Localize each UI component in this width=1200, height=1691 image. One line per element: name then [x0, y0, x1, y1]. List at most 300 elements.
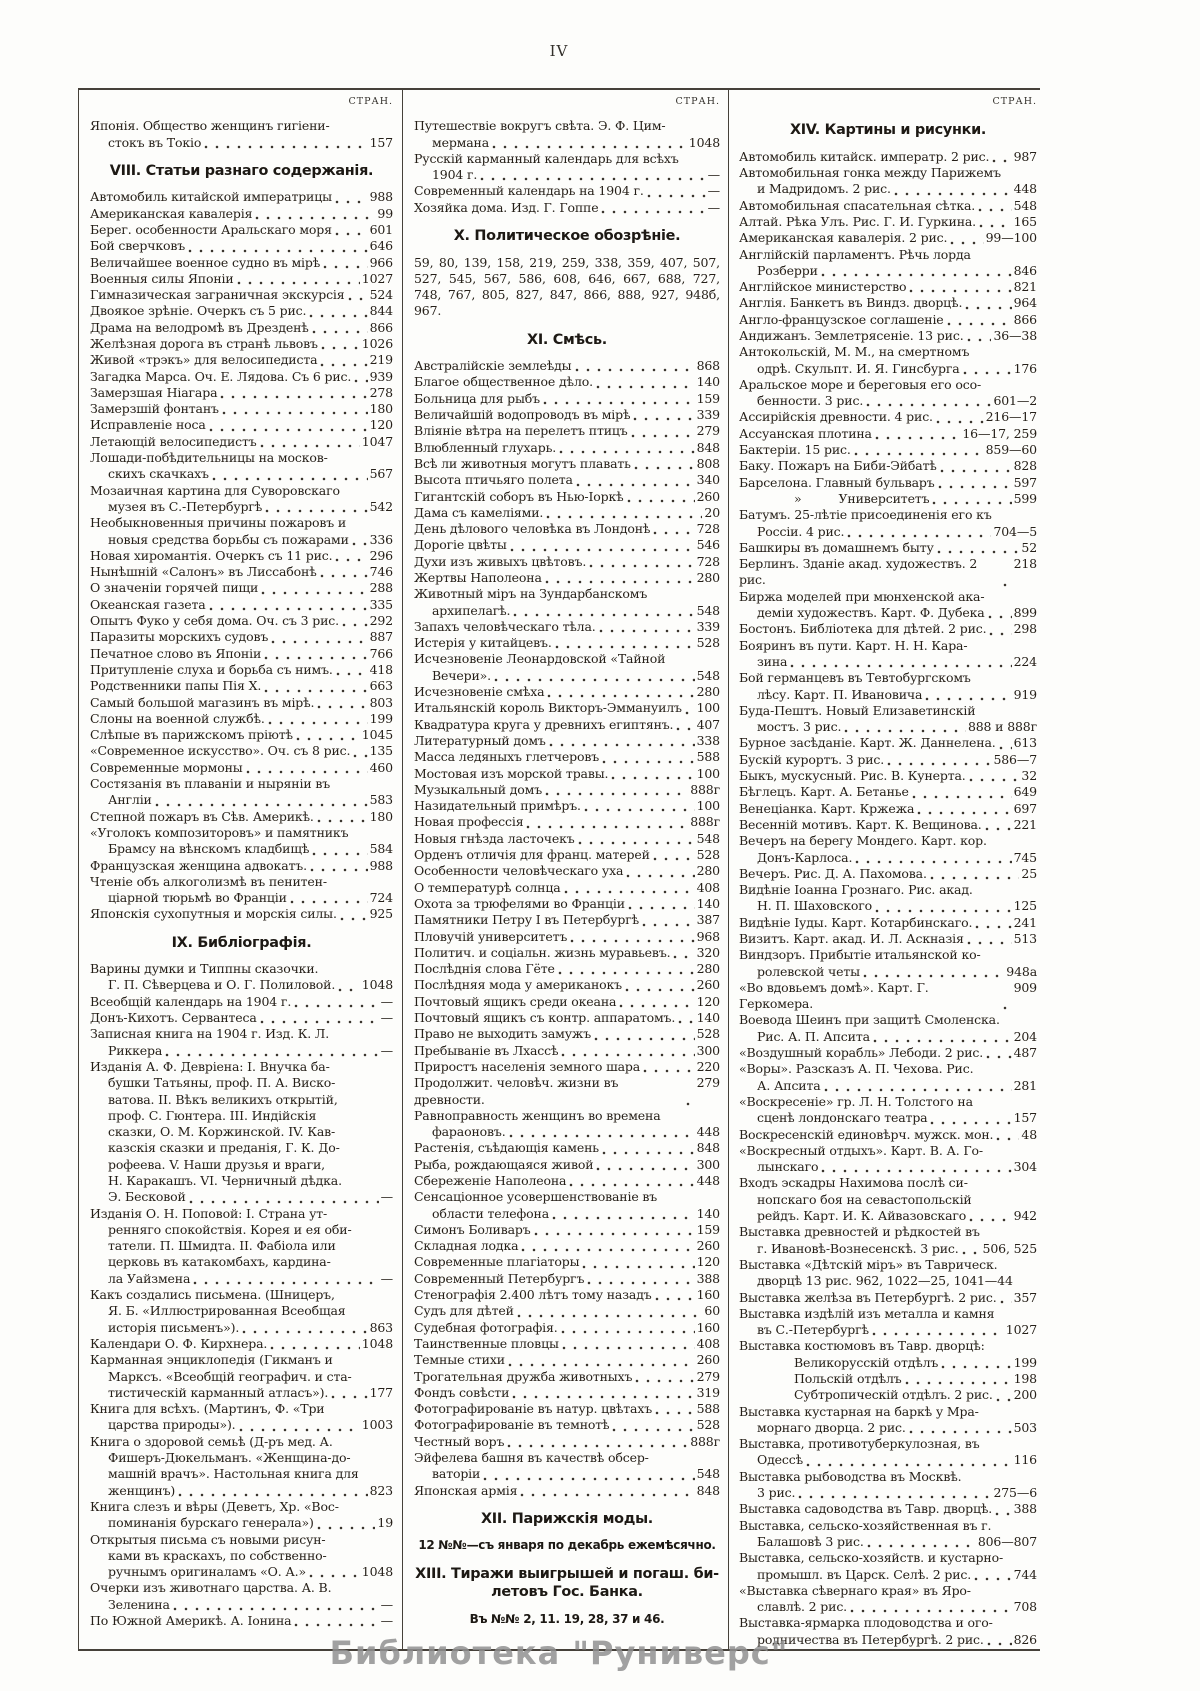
page-number: 407: [696, 716, 720, 732]
dot-leader: [626, 492, 695, 505]
entry-title: фараоновъ.: [432, 1124, 506, 1140]
entry-title: Видѣніе Іоанна Грознаго. Рис. акад.: [739, 882, 973, 898]
page-number: 866: [1013, 311, 1037, 327]
entry-title: Памятники Петру I въ Петербургѣ: [414, 912, 640, 928]
entry-title: 1904 г.: [432, 167, 478, 183]
entry-title: Симонъ Боливаръ: [414, 1221, 531, 1237]
index-entry: [739, 214, 1037, 230]
entry-title: Самый большой магазинъ въ мірѣ.: [90, 694, 315, 710]
index-entry: [414, 896, 720, 912]
dot-leader: [164, 1046, 378, 1059]
index-entry: [739, 1371, 1037, 1387]
dot-leader: [219, 388, 367, 401]
dot-leader: [874, 902, 1012, 915]
entry-title: Летающій велосипедистъ: [90, 433, 257, 449]
page-number: 135: [369, 743, 393, 759]
dot-leader: [974, 918, 1011, 931]
page-number: 848: [696, 1140, 720, 1156]
column-divider-1: [402, 88, 403, 1651]
dot-leader: [611, 1421, 694, 1434]
index-entry: [414, 1222, 720, 1238]
entry-title: Необыкновенныя причины пожаровъ и: [90, 515, 347, 531]
entry-title: Судебная фотографія.: [414, 1319, 558, 1335]
index-entry: [414, 1483, 720, 1499]
page-number: 888г: [690, 814, 720, 830]
index-entry: [414, 1271, 720, 1287]
page-number: 724: [369, 890, 393, 906]
entry-title: Музыкальный домъ: [414, 781, 543, 797]
entry-title: Пребываніе въ Лхассѣ: [414, 1042, 559, 1058]
entry-title: Японскія сухопутныя и морскія силы.: [90, 906, 337, 922]
page-number: 99—100: [985, 230, 1037, 246]
dot-leader: [508, 1127, 695, 1140]
page-number: 988: [369, 189, 393, 205]
entry-title: мостъ. 3 рис.: [757, 719, 842, 735]
dot-leader: [641, 916, 695, 929]
index-entry: [90, 1401, 393, 1434]
dot-leader: [544, 573, 695, 586]
dot-leader: [908, 282, 1011, 295]
entry-title: Замерзшій фонтанъ: [90, 401, 219, 417]
dot-leader: [601, 753, 694, 766]
dot-leader: [263, 682, 367, 695]
index-entry: [90, 320, 393, 336]
dot-leader: [652, 524, 694, 537]
entry-title: лынскаго: [757, 1159, 819, 1175]
index-entry: [414, 912, 720, 928]
index-entry: [739, 1338, 1037, 1354]
entry-title: Видѣніе Іуды. Карт. Котарбинскаго.: [739, 914, 973, 930]
entry-title: новыя средства борьбы съ пожарами: [108, 531, 349, 547]
index-entry: [90, 1206, 393, 1287]
page-number: 528: [696, 1026, 720, 1042]
page-number: 728: [696, 553, 720, 569]
page-number: —: [380, 1270, 393, 1286]
dot-leader: [634, 1372, 694, 1385]
page-number: 279: [696, 1368, 720, 1384]
index-entry: [414, 1385, 720, 1401]
entry-title: Выставка желѣза въ Петербургѣ. 2 рис.: [739, 1289, 997, 1305]
page-number: 165: [1013, 213, 1037, 229]
page-number: 888 и 888г: [967, 719, 1037, 735]
page-number: 868: [696, 358, 720, 374]
page-number: 528: [696, 1417, 720, 1433]
index-entry: [739, 556, 1037, 589]
entry-title: г. Ивановѣ-Вознесенскѣ. 3 рис.: [757, 1240, 959, 1256]
dot-leader: [849, 1602, 1012, 1615]
entry-title: Риккера: [108, 1042, 163, 1058]
dot-leader: [973, 1570, 1011, 1583]
index-entry: [739, 833, 1037, 866]
dot-leader: [208, 421, 368, 434]
page-number: 116: [1013, 1452, 1037, 1468]
dot-leader: [546, 687, 694, 700]
entry-title: Японія. Общество женщинъ гигіени-: [90, 118, 330, 134]
section-heading: XI. Смѣсь.: [527, 331, 607, 348]
page-number: 279: [696, 423, 720, 439]
index-entry: [739, 1518, 1037, 1551]
page-number: 99: [377, 205, 393, 221]
index-entry: [90, 434, 393, 450]
index-entry: [414, 151, 720, 184]
entry-title: ренняго спокойствія. Корея и ея оби-: [108, 1221, 352, 1237]
entry-title: Н. Каракашъ. VI. Черничный дѣдка.: [108, 1172, 342, 1188]
dot-leader: [316, 698, 367, 711]
index-entry: [90, 1613, 393, 1629]
index-entry: [414, 1189, 720, 1222]
index-entry: [739, 670, 1037, 703]
page-number: 988: [369, 857, 393, 873]
index-entry: [739, 1404, 1037, 1437]
index-entry: [739, 1045, 1037, 1061]
dot-leader: [352, 747, 367, 760]
page-number: 140: [696, 374, 720, 390]
page-number: 745: [1013, 849, 1037, 865]
dot-leader: [533, 1225, 695, 1238]
entry-title: бушки Татьяны, проф. П. А. Виско-: [108, 1075, 336, 1091]
entry-title: бенности. 3 рис.: [757, 393, 864, 409]
entry-title: Современные плагіаторы: [414, 1254, 580, 1270]
page-number: 36—38: [993, 328, 1037, 343]
index-entry: [90, 727, 393, 743]
index-entry: [739, 882, 1037, 915]
section-heading: IX. Библіографія.: [171, 934, 312, 951]
page-number: 52: [1021, 539, 1037, 555]
index-entry: [90, 743, 393, 759]
dot-leader: [618, 997, 694, 1010]
index-entry: [90, 564, 393, 580]
index-entry: [90, 776, 393, 809]
entry-title: деміи художествъ. Карт. Ф. Дубека: [757, 605, 985, 621]
entry-title: Хозяйка дома. Изд. Г. Гоппе: [414, 199, 599, 215]
index-entry: [739, 638, 1037, 671]
page-number: 160: [696, 1319, 720, 1335]
index-entry: [90, 189, 393, 205]
dot-leader: [525, 818, 688, 831]
index-entry: [414, 1401, 720, 1417]
dot-leader: [581, 1258, 694, 1271]
page-number: —: [707, 183, 720, 199]
entry-title: Дорогіе цвѣты: [414, 537, 507, 553]
index-entry: [414, 1434, 720, 1450]
index-entry: [739, 295, 1037, 311]
page-number: 524: [369, 287, 393, 303]
dot-leader: [335, 665, 368, 678]
dot-leader: [554, 638, 695, 651]
entry-title: Изданія А. Ф. Девріена: I. Внучка ба-: [90, 1058, 330, 1074]
page-number: 338: [696, 732, 720, 748]
entry-title: Политич. и соціальн. жизнь муравьевъ.: [414, 944, 671, 960]
index-entry: [414, 586, 720, 619]
dot-leader: [311, 323, 368, 336]
entry-title: Лошади-побѣдительницы на москов-: [90, 450, 328, 466]
page-number: 586—7: [993, 751, 1037, 767]
dot-leader: [154, 796, 368, 809]
page-number: 1048: [361, 977, 393, 993]
page-number: 823: [369, 1482, 393, 1498]
entry-title: Назидательный примѣръ.: [414, 798, 581, 814]
page-number: 542: [369, 498, 393, 514]
dot-leader: [293, 997, 379, 1010]
entry-title: ла Уайзмена: [108, 1270, 191, 1286]
page-number: 1048: [361, 1335, 393, 1351]
dot-leader: [646, 187, 706, 200]
dot-leader: [946, 315, 1012, 328]
page-number: 584: [369, 841, 393, 857]
dot-leader: [259, 437, 360, 450]
dot-leader: [330, 1388, 367, 1401]
dot-leader: [937, 478, 1012, 491]
dot-leader: [192, 1274, 378, 1287]
page-number: 968: [696, 928, 720, 944]
section-heading: XII. Парижскія моды.: [481, 1510, 653, 1527]
page-number: 300: [696, 1042, 720, 1058]
dot-leader: [598, 622, 695, 635]
entry-title: Печатное слово въ Японіи: [90, 645, 262, 661]
page-number: —: [707, 199, 720, 215]
entry-title: Бѣглецъ. Карт. А. Бетанье: [739, 784, 909, 800]
page-number: 448: [696, 1124, 720, 1140]
page-number: 649: [1013, 784, 1037, 800]
entry-title: Венеціанка. Карт. Кржежа: [739, 800, 915, 816]
dot-leader: [319, 567, 368, 580]
entry-title: Воскресенскій единовѣрч. мужск. мон.: [739, 1126, 994, 1142]
frame-rule-top: [78, 88, 1040, 90]
page-number: 887: [369, 629, 393, 645]
page-number: 599: [1013, 490, 1037, 506]
column-header-stran: СТРАН.: [992, 96, 1037, 107]
entry-title: ватова. II. Вѣкъ великихъ открытій,: [108, 1091, 338, 1107]
index-entry: [414, 945, 720, 961]
dot-leader: [820, 1162, 1011, 1175]
index-entry: [414, 1075, 720, 1108]
entry-title: Послѣднія слова Гёте: [414, 961, 555, 977]
dot-leader: [491, 138, 687, 151]
dot-leader: [211, 470, 368, 483]
entry-title: «Воскресеніе» гр. Л. Н. Толстого на: [739, 1093, 973, 1109]
entry-title: Приростъ населенія земного шара: [414, 1058, 641, 1074]
index-entry: [414, 554, 720, 570]
index-entry: [414, 374, 720, 390]
page-number: 298: [1013, 621, 1037, 637]
index-entry: [414, 782, 720, 798]
dot-leader: [203, 138, 367, 151]
dot-leader: [177, 1486, 367, 1499]
entry-title: Вечеръ. Рис. Д. А. Пахомова.: [739, 865, 927, 881]
page-number: 125: [1013, 898, 1037, 914]
dot-leader: [563, 883, 695, 896]
entry-title: въ С.-Петербургѣ: [757, 1322, 869, 1338]
page-number: 388: [696, 1270, 720, 1286]
page-number: 199: [1013, 1354, 1037, 1370]
entry-title: Бурное засѣданіе. Карт. Ж. Даннелена.: [739, 735, 996, 751]
entry-title: Путешествіе вокругъ свѣта. Э. Ф. Цим-: [414, 118, 666, 134]
entry-title: Розберри: [757, 262, 818, 278]
index-entry: [414, 407, 720, 423]
page-number: 140: [696, 1205, 720, 1221]
dot-leader: [931, 494, 1011, 507]
entry-title: ками въ краскахъ, по собственно-: [108, 1547, 327, 1563]
page-number: 60: [704, 1303, 720, 1319]
page-number: —: [380, 1010, 393, 1026]
index-entry: [414, 489, 720, 505]
page-number: 280: [696, 684, 720, 700]
page-number: 448: [1013, 181, 1037, 197]
index-entry: [739, 409, 1037, 425]
entry-title: Благое общественное дѣло.: [414, 374, 593, 390]
index-entry: [414, 635, 720, 651]
dot-leader: [260, 584, 367, 597]
dot-leader: [939, 462, 1012, 475]
index-entry: [739, 165, 1037, 198]
entry-title: Рис. А. П. Апсита: [757, 1028, 870, 1044]
page-number: 1003: [361, 1417, 393, 1433]
page-number: 260: [696, 977, 720, 993]
index-entry: [90, 646, 393, 662]
page-number: 942: [1013, 1208, 1037, 1224]
page-number: 198: [1013, 1371, 1037, 1386]
entry-title: Россіи. 4 рис.: [757, 523, 845, 539]
entry-title: Англійское министерство: [739, 279, 907, 295]
entry-title: Орденъ отличія для франц. матерей: [414, 847, 650, 863]
entry-title: Выставка издѣлій изъ металла и камня: [739, 1305, 995, 1321]
entry-title: промышл. въ Царск. Селѣ. 2 рис.: [757, 1566, 972, 1582]
dot-leader: [308, 307, 367, 320]
entry-title: Барселона. Главный бульваръ: [739, 474, 935, 490]
page-number: 948а: [1006, 963, 1037, 979]
page-number: 292: [369, 613, 393, 629]
index-entry: [90, 678, 393, 694]
section-heading: VIII. Статьи разнаго содержанія.: [109, 162, 374, 179]
page-number: 339: [696, 618, 720, 634]
page-number: 888г: [690, 781, 720, 797]
entry-title: Нынѣшній «Салонъ» въ Лиссабонѣ: [90, 564, 317, 580]
entry-title: » Университетъ: [794, 490, 930, 506]
dot-leader: [820, 266, 1012, 279]
dot-leader: [675, 720, 694, 733]
dot-leader: [984, 820, 1012, 833]
entry-title: Книга для всѣхъ. (Мартинъ, Ф. «Три: [90, 1401, 325, 1417]
page-number: 218: [1013, 556, 1037, 572]
dot-leader: [221, 404, 368, 417]
index-entry: [739, 1501, 1037, 1517]
index-entry: [414, 1450, 720, 1483]
entry-title: Почтовый ящикъ съ контр. аппаратомъ.: [414, 1010, 676, 1026]
dot-leader: [479, 170, 705, 183]
index-entry: [414, 929, 720, 945]
page-number: 180: [369, 401, 393, 417]
dot-leader: [506, 1437, 688, 1450]
entry-title: Современные мормоны: [90, 759, 243, 775]
index-entry: [739, 1012, 1037, 1045]
dot-leader: [512, 606, 694, 619]
index-entry: [90, 629, 393, 645]
page-number: 48: [1021, 1126, 1037, 1142]
entry-title: А. Апсита: [757, 1077, 821, 1093]
page-number: 697: [1013, 800, 1037, 816]
index-entry: [414, 423, 720, 439]
entry-title: Литературный домъ: [414, 732, 546, 748]
page-number: 335: [369, 596, 393, 612]
index-entry: [414, 961, 720, 977]
page-number: 418: [369, 661, 393, 677]
index-entry: [414, 1173, 720, 1189]
page-number: 221: [1013, 816, 1037, 832]
index-entry: [414, 700, 720, 716]
index-entry: [414, 619, 720, 635]
index-entry: [739, 1290, 1037, 1306]
entry-title: Родственники папы Пія X.: [90, 678, 262, 694]
index-entry: [739, 312, 1037, 328]
page-number: —: [380, 1613, 393, 1628]
dot-leader: [968, 771, 1020, 784]
dot-leader: [558, 443, 695, 456]
entry-title: Бой сверчковъ: [90, 238, 186, 254]
page-number: 863: [369, 1319, 393, 1335]
page-number: 588: [696, 749, 720, 765]
page-number: 200: [1013, 1387, 1037, 1403]
page-number: 279: [696, 1075, 720, 1091]
page-number: 281: [1013, 1077, 1037, 1093]
page-number: 821: [1013, 279, 1037, 295]
dot-leader: [853, 445, 984, 458]
dot-leader: [966, 934, 1012, 947]
entry-title: Исчезновеніе смѣха: [414, 684, 545, 700]
index-entry: [414, 749, 720, 765]
entry-title: скихъ скачкахъ: [108, 466, 209, 482]
entry-title: тистическій карманный атласъ»).: [108, 1384, 329, 1400]
page-number: 613: [1013, 735, 1037, 751]
dot-leader: [940, 1358, 1011, 1371]
index-entry: [414, 1043, 720, 1059]
entry-title: царства природы»).: [108, 1417, 236, 1433]
entry-title: Выставка древностей и рѣдкостей въ: [739, 1224, 980, 1240]
page-number: 199: [369, 710, 393, 726]
dot-leader: [575, 476, 695, 489]
dot-leader: [672, 948, 694, 961]
entry-title: Календари О. Ф. Кирхнера.: [90, 1335, 268, 1351]
entry-title: Сбереженіе Наполеона: [414, 1172, 567, 1188]
dot-leader: [936, 543, 1020, 556]
index-entry: [414, 1059, 720, 1075]
index-entry: [414, 1157, 720, 1173]
dot-leader: [935, 413, 984, 426]
index-entry: [90, 369, 393, 385]
index-entry: [414, 1369, 720, 1385]
page-number: 20: [704, 504, 720, 520]
page-number: 278: [369, 384, 393, 400]
entry-title: рофеева. V. Наши друзья и враги,: [108, 1156, 325, 1172]
dot-leader: [601, 1144, 695, 1157]
entry-title: исторія письменъ»).: [108, 1319, 240, 1335]
entry-title: Автомобильная спасательная сѣтка.: [739, 197, 976, 213]
dot-leader: [236, 274, 360, 287]
dot-leader: [289, 893, 368, 906]
entry-title: Драма на велодромѣ въ Дрезденѣ: [90, 319, 309, 335]
entry-title: «Во вдовьемъ домѣ». Карт. Г. Геркомера.: [739, 979, 933, 1012]
entry-title: Высота птичьяго полета: [414, 472, 573, 488]
index-column-2: [414, 92, 720, 1637]
dot-leader: [264, 502, 367, 515]
index-entry: [739, 817, 1037, 833]
page-number: 828: [1013, 458, 1037, 474]
entry-title: Величайшее военное судно въ мірѣ: [90, 254, 321, 270]
page-number: 766: [369, 645, 393, 661]
entry-title: мермана: [432, 134, 490, 150]
index-entry: [414, 733, 720, 749]
index-entry: [414, 1026, 720, 1042]
dot-leader: [987, 608, 1012, 621]
